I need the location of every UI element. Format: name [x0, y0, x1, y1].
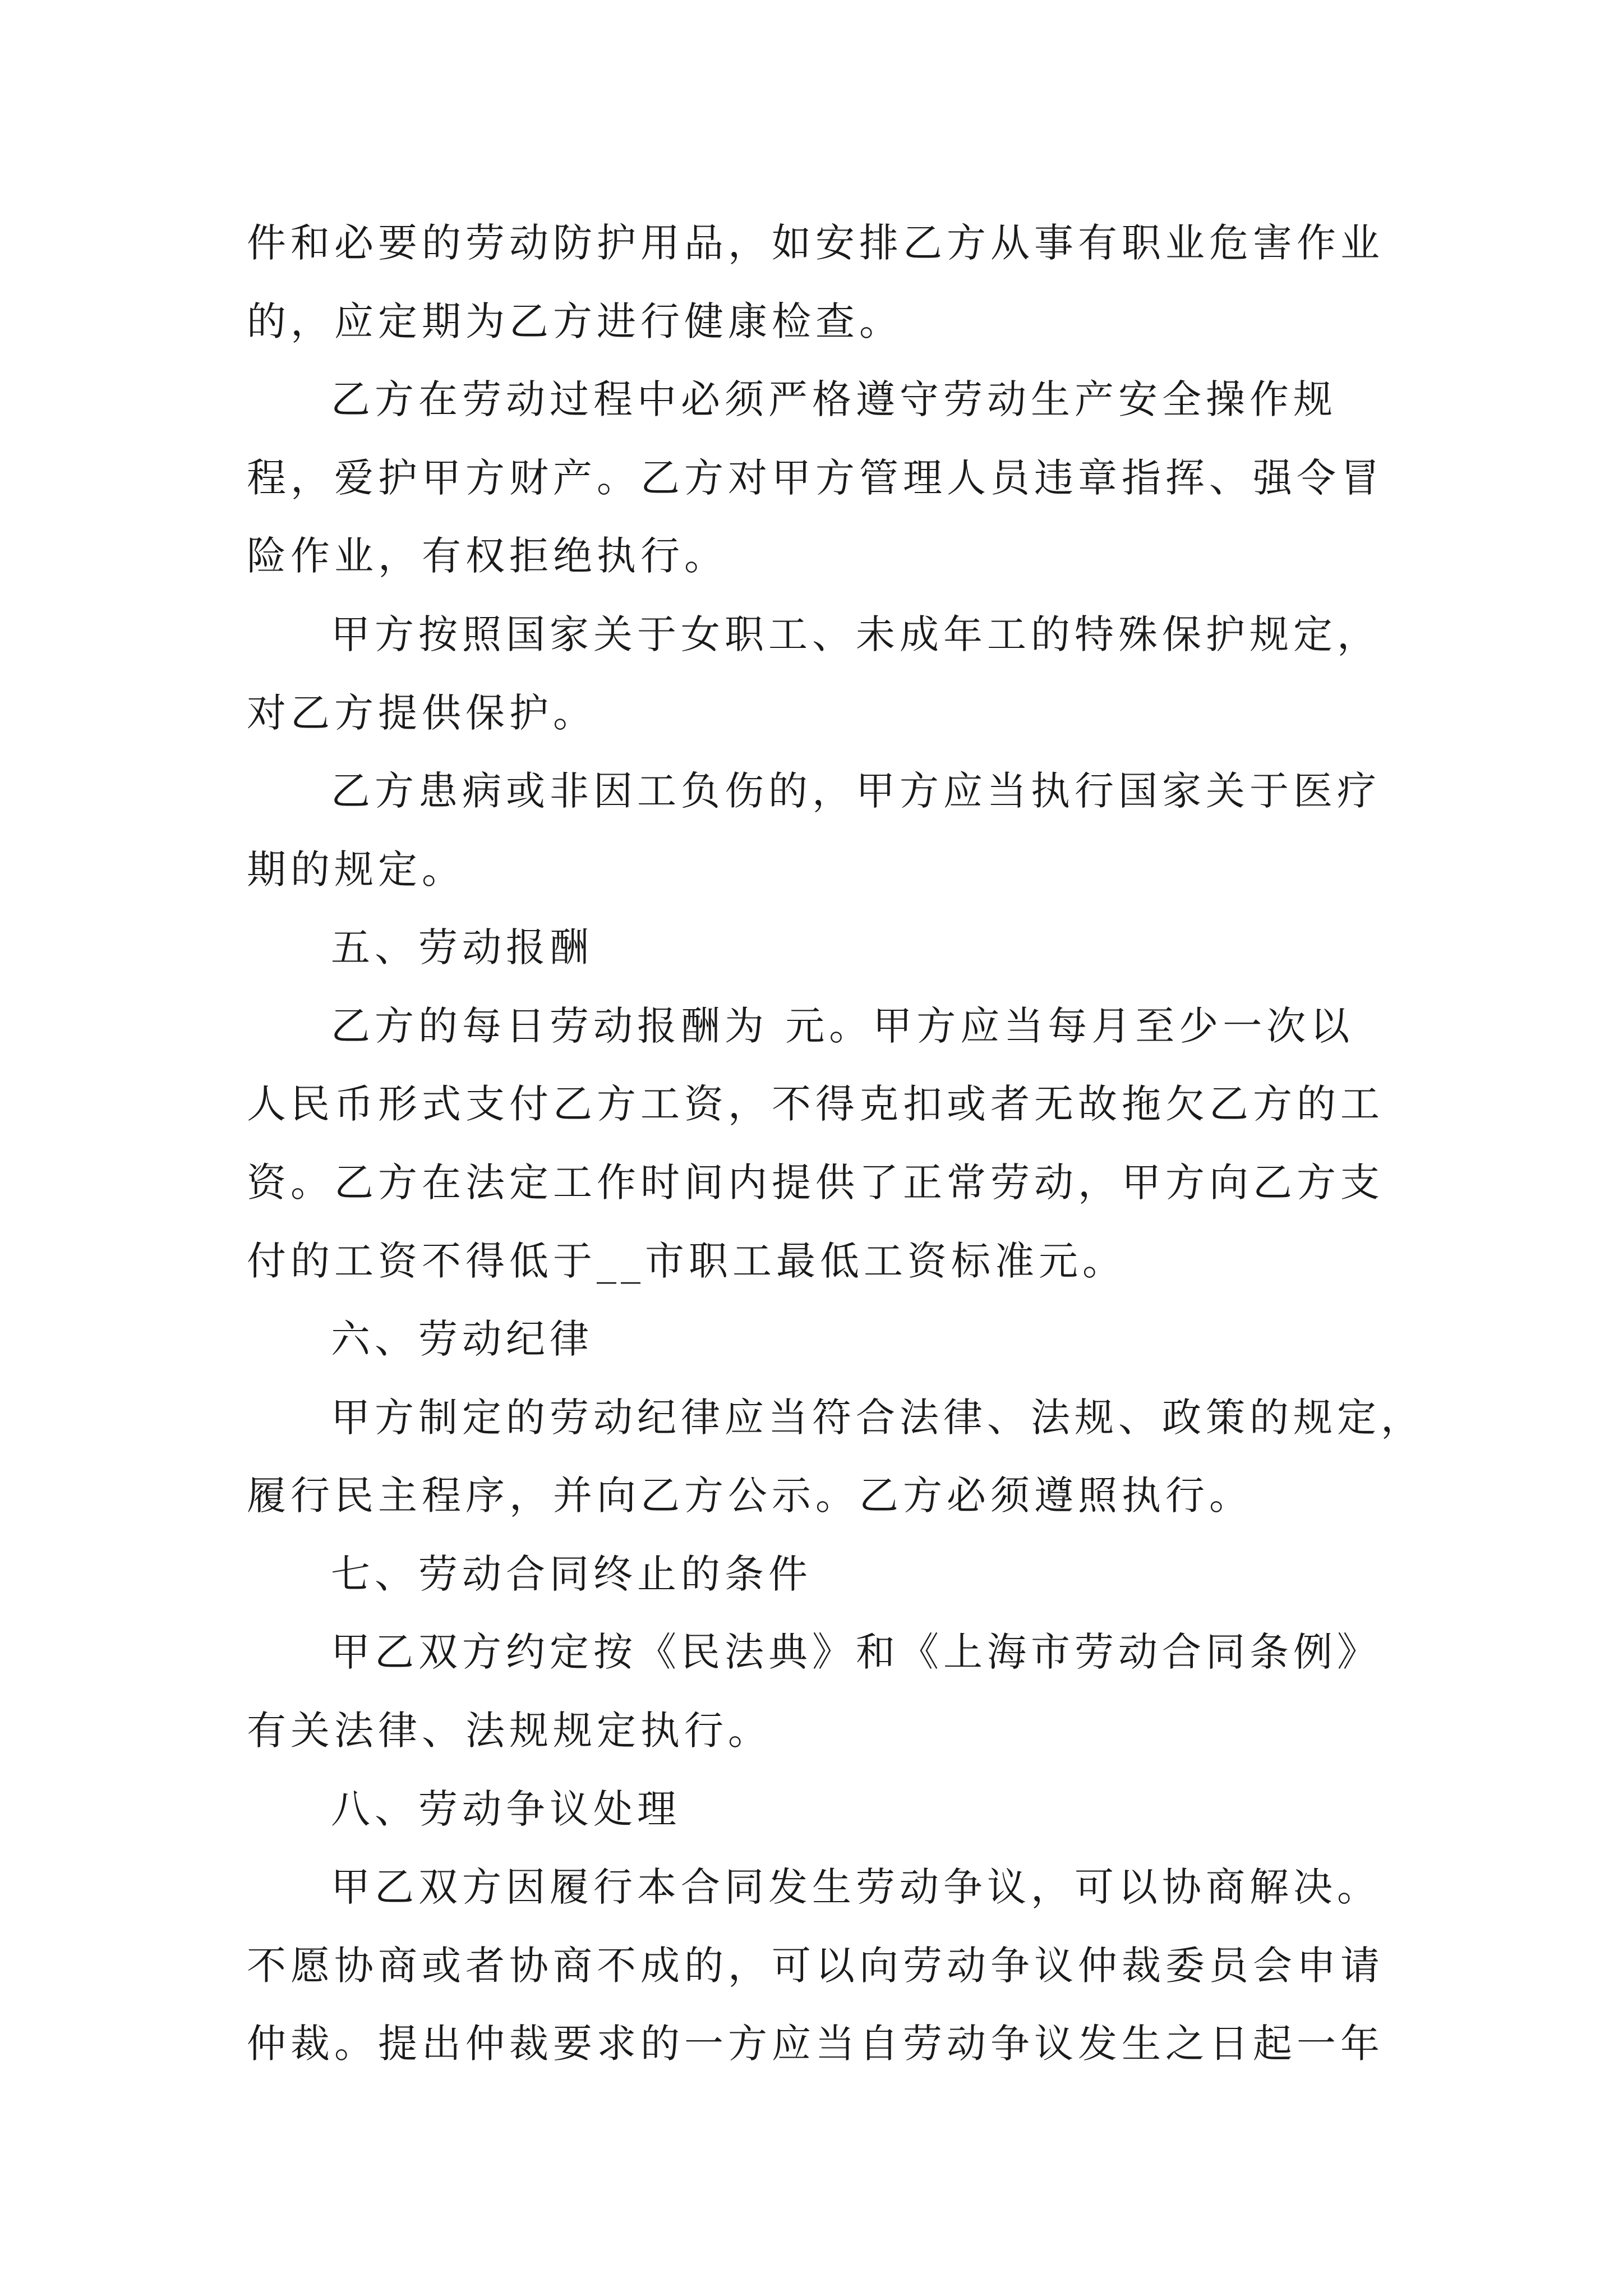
text-line: 人民币形式支付乙方工资，不得克扣或者无故拖欠乙方的工 — [247, 1081, 1384, 1127]
text-line: 履行民主程序，并向乙方公示。乙方必须遵照执行。 — [247, 1473, 1253, 1519]
text-line: 乙方在劳动过程中必须严格遵守劳动生产安全操作规 — [331, 376, 1337, 422]
text-line: 甲乙双方约定按《民法典》和《上海市劳动合同条例》 — [331, 1629, 1381, 1675]
text-line: 乙方的每日劳动报酬为 元。甲方应当每月至少一次以 — [331, 1003, 1354, 1049]
section-heading: 六、劳动纪律 — [331, 1316, 593, 1362]
text-line: 甲方制定的劳动纪律应当符合法律、法规、政策的规定， — [331, 1395, 1424, 1441]
text-line: 不愿协商或者协商不成的，可以向劳动争议仲裁委员会申请 — [247, 1943, 1384, 1989]
text-line: 程，爱护甲方财产。乙方对甲方管理人员违章指挥、强令冒 — [247, 455, 1384, 501]
section-heading: 八、劳动争议处理 — [331, 1786, 681, 1832]
section-heading: 五、劳动报酬 — [331, 924, 593, 970]
text-line: 甲方按照国家关于女职工、未成年工的特殊保护规定， — [331, 611, 1381, 657]
section-heading: 七、劳动合同终止的条件 — [331, 1551, 812, 1597]
text-line: 仲裁。提出仲裁要求的一方应当自劳动争议发生之日起一年 — [247, 2021, 1384, 2067]
text-line: 甲乙双方因履行本合同发生劳动争议，可以协商解决。 — [331, 1864, 1381, 1910]
text-line: 付的工资不得低于__市职工最低工资标准元。 — [247, 1238, 1126, 1284]
text-line: 乙方患病或非因工负伤的，甲方应当执行国家关于医疗 — [331, 768, 1381, 814]
text-line: 件和必要的劳动防护用品，如安排乙方从事有职业危害作业 — [247, 220, 1384, 266]
text-line: 险作业，有权拒绝执行。 — [247, 533, 728, 579]
text-line: 资。乙方在法定工作时间内提供了正常劳动，甲方向乙方支 — [247, 1159, 1384, 1205]
text-line: 对乙方提供保护。 — [247, 690, 597, 736]
text-line: 期的规定。 — [247, 846, 465, 892]
text-line: 的，应定期为乙方进行健康检查。 — [247, 298, 903, 344]
text-line: 有关法律、法规规定执行。 — [247, 1708, 772, 1754]
